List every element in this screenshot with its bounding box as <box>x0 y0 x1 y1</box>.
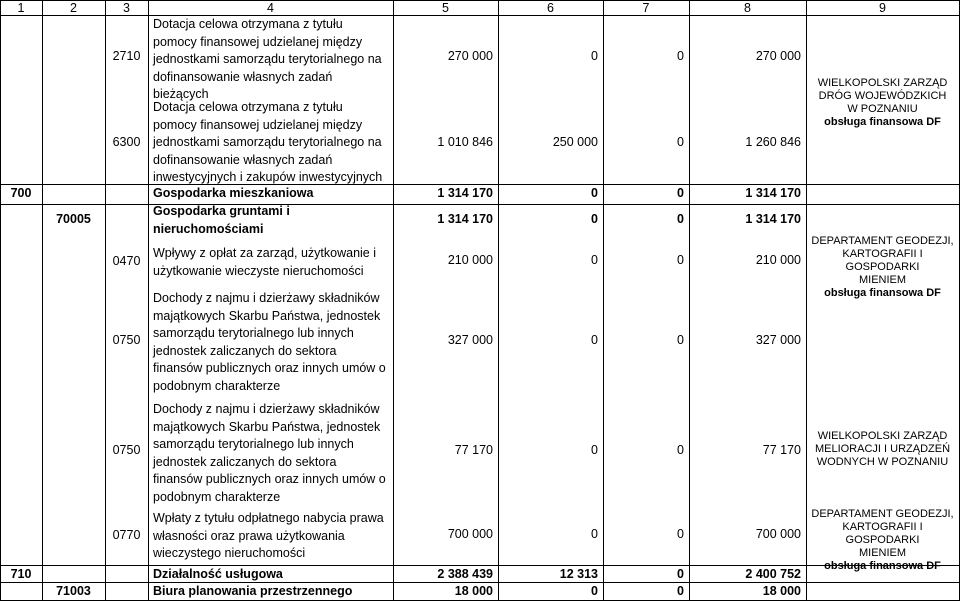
paragraph-code: 6300 <box>112 135 141 149</box>
value-col8: 77 170 <box>762 443 801 457</box>
value-col5: 700 000 <box>447 527 493 541</box>
header-col-7: 7 <box>642 1 650 15</box>
value-col6: 0 <box>591 443 598 457</box>
value-col7: 0 <box>677 212 684 226</box>
value-col7: 0 <box>677 135 684 149</box>
value-col6: 0 <box>591 584 598 598</box>
value-col5: 77 170 <box>454 443 493 457</box>
section-name: Działalność usługowa <box>153 567 283 581</box>
responsible-unit: DEPARTAMENT GEODEZJI, KARTOGRAFII I GOSPODARKI MIENIEM obsługa finansowa DF <box>811 235 954 299</box>
value-col6: 0 <box>591 212 598 226</box>
value-col8: 270 000 <box>755 49 801 63</box>
paragraph-code: 0470 <box>112 254 141 268</box>
section-name: Gospodarka mieszkaniowa <box>153 186 314 200</box>
chapter-code: 70005 <box>56 212 91 226</box>
section-code: 700 <box>10 186 32 200</box>
value-col7: 0 <box>677 49 684 63</box>
value-col8: 18 000 <box>762 584 801 598</box>
paragraph-code: 0750 <box>112 443 141 457</box>
row-description: Dochody z najmu i dzierżawy składników majątkowych Skarbu Państwa, jednostek samorządu terytorialnego lub innych jednostek zaliczanych do sektora finansów publicznych oraz innych umów o podobnym charakterze <box>153 291 386 393</box>
chapter-code: 71003 <box>56 584 91 598</box>
value-col8: 1 260 846 <box>745 135 801 149</box>
row-description: Wpływy z opłat za zarząd, użytkowanie i użytkowanie wieczyste nieruchomości <box>153 246 377 278</box>
value-col5: 1 314 170 <box>437 186 493 200</box>
value-col8: 327 000 <box>755 333 801 347</box>
value-col5: 327 000 <box>447 333 493 347</box>
value-col6: 0 <box>591 253 598 267</box>
value-col7: 0 <box>677 567 684 581</box>
value-col8: 2 400 752 <box>745 567 801 581</box>
value-col6: 0 <box>591 527 598 541</box>
value-col6: 0 <box>591 49 598 63</box>
value-col6: 0 <box>591 333 598 347</box>
chapter-name: Gospodarka gruntami i nieruchomościami <box>153 204 290 236</box>
value-col7: 0 <box>677 443 684 457</box>
header-col-6: 6 <box>547 1 554 15</box>
value-col7: 0 <box>677 333 684 347</box>
row-description: Dotacja celowa otrzymana z tytułu pomocy finansowej udzielanej między jednostkami samorządu terytorialnego na dofinansowanie własnych zadań inwestycyjnych i zakupów inwestycyjnych <box>153 100 383 184</box>
value-col7: 0 <box>677 253 684 267</box>
row-description: Wpłaty z tytułu odpłatnego nabycia prawa własności oraz prawa użytkowania wieczystego nieruchomości <box>153 511 384 560</box>
value-col8: 1 314 170 <box>745 212 801 226</box>
value-col5: 1 010 846 <box>437 135 493 149</box>
value-col7: 0 <box>677 527 684 541</box>
chapter-name: Biura planowania przestrzennego <box>153 584 353 598</box>
value-col5: 18 000 <box>454 584 493 598</box>
header-col-4: 4 <box>267 1 274 15</box>
row-description: Dotacja celowa otrzymana z tytułu pomocy finansowej udzielanej między jednostkami samorządu terytorialnego na dofinansowanie własnych zadań bieżących <box>153 17 382 101</box>
header-col-1: 1 <box>17 1 25 15</box>
header-col-3: 3 <box>123 1 130 15</box>
value-col5: 1 314 170 <box>437 212 493 226</box>
paragraph-code: 0770 <box>112 528 141 542</box>
header-col-8: 8 <box>744 1 751 15</box>
paragraph-code: 2710 <box>112 49 141 63</box>
responsible-unit: DEPARTAMENT GEODEZJI, KARTOGRAFII I GOSPODARKI MIENIEM obsługa finansowa DF <box>811 508 954 572</box>
value-col8: 210 000 <box>755 253 801 267</box>
paragraph-code: 0750 <box>112 333 141 347</box>
value-col7: 0 <box>677 186 684 200</box>
value-col5: 270 000 <box>447 49 493 63</box>
header-col-2: 2 <box>70 1 77 15</box>
value-col8: 700 000 <box>755 527 801 541</box>
header-col-9: 9 <box>879 1 886 15</box>
value-col7: 0 <box>677 584 684 598</box>
row-description: Dochody z najmu i dzierżawy składników majątkowych Skarbu Państwa, jednostek samorządu terytorialnego lub innych jednostek zaliczanych do sektora finansów publicznych oraz innych umów o podobnym charakterze <box>153 402 386 504</box>
value-col5: 2 388 439 <box>437 567 493 581</box>
section-code: 710 <box>10 567 32 581</box>
value-col8: 1 314 170 <box>745 186 801 200</box>
responsible-unit: WIELKOPOLSKI ZARZĄD MELIORACJI I URZĄDZEŃ WODNYCH W POZNANIU <box>814 430 951 468</box>
header-col-5: 5 <box>442 1 449 15</box>
value-col6: 250 000 <box>552 135 598 149</box>
value-col6: 12 313 <box>559 567 598 581</box>
responsible-unit: WIELKOPOLSKI ZARZĄD DRÓG WOJEWÓDZKICH W POZNANIU obsługa finansowa DF <box>817 77 948 128</box>
value-col5: 210 000 <box>447 253 493 267</box>
value-col6: 0 <box>591 186 598 200</box>
